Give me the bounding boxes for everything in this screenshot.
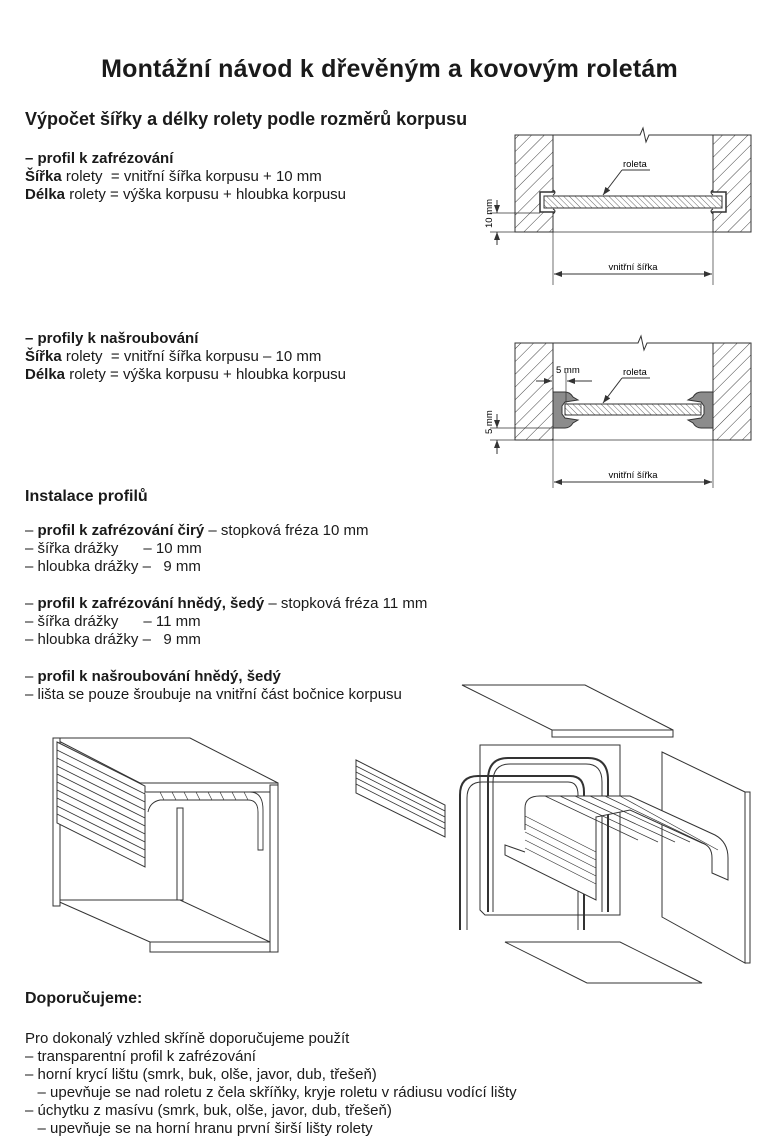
section-heading-recommend: Doporučujeme: bbox=[25, 990, 143, 1007]
length-term: Délka bbox=[25, 366, 66, 383]
width-formula: rolety = vnitřní šířka korpusu + 10 mm bbox=[61, 168, 322, 185]
calc-mill-label: – profil k zafrézování bbox=[25, 150, 174, 167]
length-term: Délka bbox=[25, 186, 66, 203]
install-line: – šířka drážky – 10 mm bbox=[25, 540, 202, 557]
length-formula: rolety = výška korpusu + hloubka korpusu bbox=[65, 366, 347, 383]
calc-screw-label: – profily k našroubování bbox=[25, 330, 199, 347]
roleta-label: roleta bbox=[623, 367, 647, 378]
depth-label: 10 mm bbox=[484, 198, 495, 228]
diagram-milled-profile bbox=[470, 120, 770, 290]
install-group-title: – profil k našroubování hnědý, šedý bbox=[25, 668, 281, 685]
inner-width-label: vnitřní šířka bbox=[608, 262, 658, 273]
diagram-screwed-profile bbox=[470, 330, 770, 490]
inner-width-label: vnitřní šířka bbox=[608, 470, 658, 481]
recommend-item: – upevňuje se nad roletu z čela skříňky, kryje roletu v rádiusu vodící lišty bbox=[25, 1084, 517, 1101]
install-group-brown-grey bbox=[25, 595, 427, 649]
install-group-clear bbox=[25, 522, 369, 576]
calc-mill-width bbox=[25, 168, 346, 186]
install-line: – lišta se pouze šroubuje na vnitřní část bočnice korpusu bbox=[25, 686, 402, 703]
calc-block-mill bbox=[25, 150, 346, 204]
install-line: – hloubka drážky – 9 mm bbox=[25, 631, 201, 648]
recommend-item: – upevňuje se na horní hranu první širší lišty rolety bbox=[25, 1120, 373, 1137]
depth-label: 5 mm bbox=[484, 410, 495, 434]
side-panel bbox=[662, 752, 745, 963]
recommend-intro: Pro dokonalý vzhled skříně doporučujeme použít bbox=[25, 1030, 350, 1047]
section-heading-install: Instalace profilů bbox=[25, 488, 148, 505]
calc-mill-length bbox=[25, 186, 346, 204]
profile-tool: – stopková fréza 11 mm bbox=[264, 595, 428, 612]
illustration-assembled-cabinet bbox=[20, 720, 320, 960]
profile-name: profil k našroubování hnědý, šedý bbox=[37, 668, 281, 685]
section-heading-calculation: Výpočet šířky a délky rolety podle rozměrů korpusu bbox=[25, 109, 468, 129]
illustration-exploded-view bbox=[340, 680, 760, 990]
calc-screw-width bbox=[25, 348, 346, 366]
roleta-label: roleta bbox=[623, 159, 647, 170]
page-title: Montážní návod k dřevěným a kovovým roletám bbox=[101, 55, 678, 83]
length-formula: rolety = výška korpusu + hloubka korpusu bbox=[65, 186, 347, 203]
recommend-item: – horní krycí lištu (smrk, buk, olše, javor, dub, třešeň) bbox=[25, 1066, 377, 1083]
recommend-item: – transparentní profil k zafrézování bbox=[25, 1048, 256, 1065]
calc-block-screw bbox=[25, 330, 346, 384]
bottom-panel bbox=[505, 942, 702, 983]
top-panel bbox=[462, 685, 673, 730]
install-group-title: – profil k zafrézování čirý – stopková fréza 10 mm bbox=[25, 522, 369, 539]
width-formula: rolety = vnitřní šířka korpusu – 10 mm bbox=[61, 348, 322, 365]
width-term: Šířka bbox=[25, 348, 62, 365]
install-line: – šířka drážky – 11 mm bbox=[25, 613, 201, 630]
recommend-list bbox=[25, 1030, 517, 1138]
width-term: Šířka bbox=[25, 168, 62, 185]
profile-name: profil k zafrézování čirý bbox=[37, 522, 205, 539]
calc-screw-length bbox=[25, 366, 346, 384]
offset-label: 5 mm bbox=[556, 365, 580, 376]
install-group-title: – profil k zafrézování hnědý, šedý – stopková fréza 11 mm bbox=[25, 595, 428, 612]
recommend-item: – úchytku z masívu (smrk, buk, olše, javor, dub, třešeň) bbox=[25, 1102, 392, 1119]
profile-tool: – stopková fréza 10 mm bbox=[204, 522, 369, 539]
install-line: – hloubka drážky – 9 mm bbox=[25, 558, 201, 575]
profile-name: profil k zafrézování hnědý, šedý bbox=[37, 595, 265, 612]
top-cover-strip bbox=[356, 760, 445, 837]
